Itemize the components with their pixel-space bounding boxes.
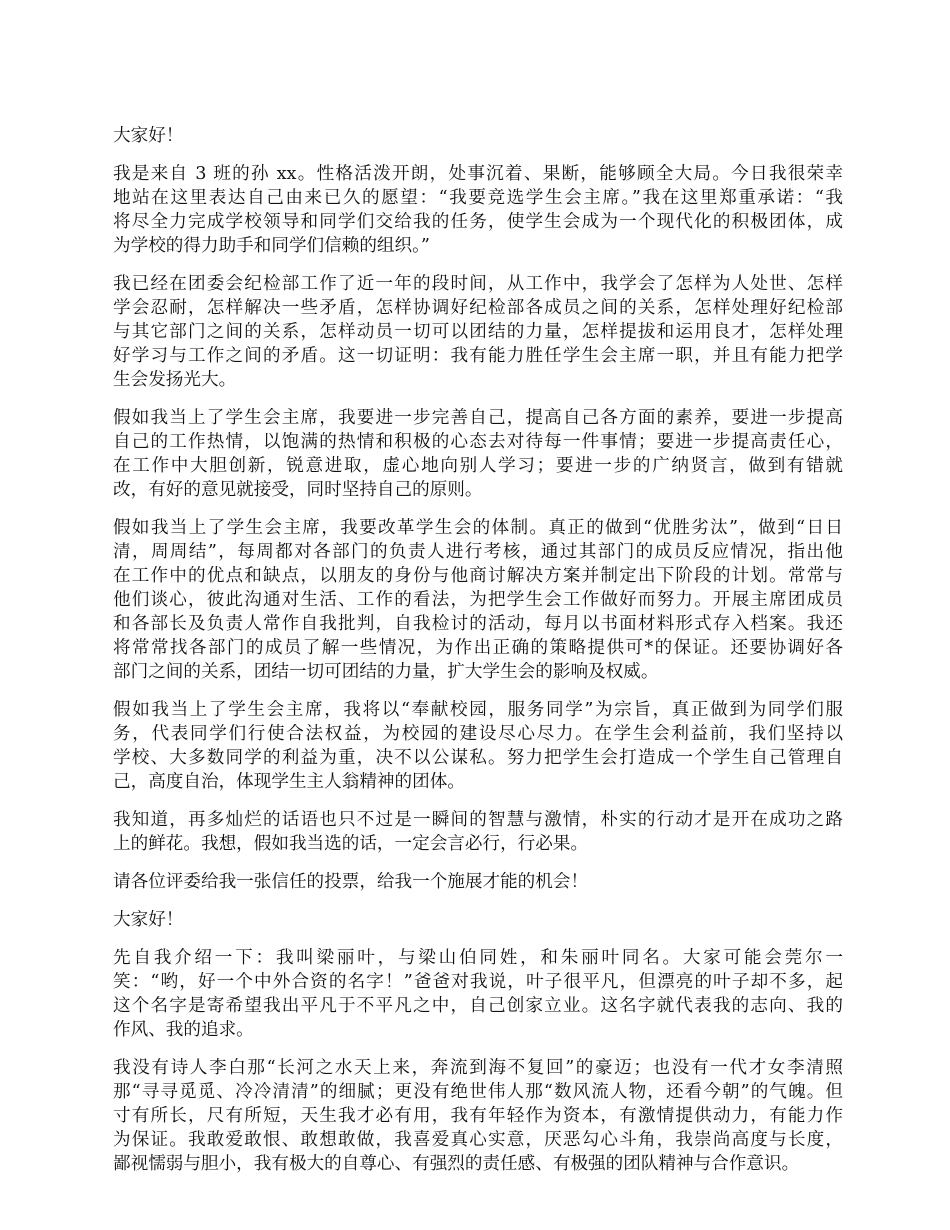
- text-line: 在工作中大胆创新，锐意进取，虚心地向别人学习；要进一步的广纳贤言，做到有错就: [113, 456, 843, 476]
- paragraph: [113, 870, 843, 894]
- text-line: 上的鲜花。我想，假如我当选的话，一定会言必行，行必果。: [113, 834, 589, 854]
- paragraph: [113, 406, 843, 502]
- text-line: 在工作中的优点和缺点，以朋友的身份与他商讨解决方案并制定出下阶段的计划。常常与: [113, 566, 843, 586]
- text-line: 改，有好的意见就接受，同时坚持自己的原则。: [113, 480, 483, 500]
- paragraph: [113, 946, 843, 1042]
- text-line: 与其它部门之间的关系，怎样动员一切可以团结的力量，怎样提拔和运用良才，怎样处理: [113, 322, 843, 342]
- paragraph: [113, 808, 843, 856]
- text-line: 大家好！: [113, 126, 184, 146]
- text-line: 寸有所长，尺有所短，天生我才必有用，我有年轻作为资本，有激情提供动力，有能力作: [113, 1106, 843, 1126]
- text-line: 假如我当上了学生会主席，我要进一步完善自己，提高自己各方面的素养，要进一步提高: [113, 408, 843, 428]
- text-line: 笑：“哟，好一个中外合资的名字！”爸爸对我说，叶子很平凡，但漂亮的叶子却不多，起: [113, 972, 843, 992]
- text-line: 为学校的得力助手和同学们信赖的组织。”: [113, 236, 430, 256]
- text-line: 我没有诗人李白那“长河之水天上来，奔流到海不复回”的豪迈；也没有一代才女李清照: [113, 1058, 843, 1078]
- paragraph: [113, 272, 843, 392]
- text-line: 清，周周结”，每周都对各部门的负责人进行考核，通过其部门的成员反应情况，指出他: [113, 542, 843, 562]
- text-line: 那“寻寻觅觅、冷冷清清”的细腻；更没有绝世伟人那“数风流人物，还看今朝”的气魄。但: [113, 1082, 843, 1102]
- text-line: 和各部长及负责人常作自我批判，自我检讨的活动，每月以书面材料形式存入档案。我还: [113, 614, 843, 634]
- text-line: 先自我介绍一下：我叫梁丽叶，与梁山伯同姓，和朱丽叶同名。大家可能会莞尔一: [113, 948, 843, 968]
- paragraph: [113, 124, 843, 148]
- text-line: 将常常找各部门的成员了解一些情况，为作出正确的策略提供可*的保证。还要协调好各: [113, 638, 843, 658]
- paragraph: [113, 162, 843, 258]
- text-line: 假如我当上了学生会主席，我要改革学生会的体制。真正的做到“优胜劣汰”，做到“日日: [113, 518, 843, 538]
- text-line: 我是来自 3 班的孙 xx。性格活泼开朗，处事沉着、果断，能够顾全大局。今日我很荣幸: [113, 164, 843, 184]
- text-line: 将尽全力完成学校领导和同学们交给我的任务，使学生会成为一个现代化的积极团体，成: [113, 212, 843, 232]
- text-line: 我已经在团委会纪检部工作了近一年的段时间，从工作中，我学会了怎样为人处世、怎样: [113, 274, 843, 294]
- text-line: 我知道，再多灿烂的话语也只不过是一瞬间的智慧与激情，朴实的行动才是开在成功之路: [113, 810, 843, 830]
- text-line: 这个名字是寄希望我出平凡于不平凡之中，自己创家立业。这名字就代表我的志向、我的: [113, 996, 843, 1016]
- text-line: 地站在这里表达自己由来已久的愿望：“我要竞选学生会主席。”我在这里郑重承诺：“我: [113, 188, 843, 208]
- text-line: 己，高度自治，体现学生主人翁精神的团体。: [113, 772, 465, 792]
- text-line: 鄙视懦弱与胆小，我有极大的自尊心、有强烈的责任感、有极强的团队精神与合作意识。: [113, 1154, 800, 1174]
- text-line: 务，代表同学们行使合法权益，为校园的建设尽心尽力。在学生会利益前，我们坚持以: [113, 724, 843, 744]
- text-line: 请各位评委给我一张信任的投票，给我一个施展才能的机会！: [113, 872, 589, 892]
- text-line: 生会发扬光大。: [113, 370, 237, 390]
- document-body: [113, 124, 843, 1190]
- text-line: 部门之间的关系，团结一切可团结的力量，扩大学生会的影响及权威。: [113, 662, 659, 682]
- text-line: 为保证。我敢爱敢恨、敢想敢做，我喜爱真心实意，厌恶勾心斗角，我崇尚高度与长度，: [113, 1130, 843, 1150]
- text-line: 学会忍耐，怎样解决一些矛盾，怎样协调好纪检部各成员之间的关系，怎样处理好纪检部: [113, 298, 843, 318]
- text-line: 自己的工作热情，以饱满的热情和积极的心态去对待每一件事情；要进一步提高责任心，: [113, 432, 843, 452]
- text-line: 大家好！: [113, 910, 184, 930]
- paragraph: [113, 908, 843, 932]
- text-line: 作风、我的追求。: [113, 1020, 254, 1040]
- text-line: 假如我当上了学生会主席，我将以“奉献校园，服务同学”为宗旨，真正做到为同学们服: [113, 700, 843, 720]
- paragraph: [113, 698, 843, 794]
- paragraph: [113, 1056, 843, 1176]
- text-line: 他们谈心，彼此沟通对生活、工作的看法，为把学生会工作做好而努力。开展主席团成员: [113, 590, 843, 610]
- text-line: 好学习与工作之间的矛盾。这一切证明：我有能力胜任学生会主席一职，并且有能力把学: [113, 346, 843, 366]
- paragraph: [113, 516, 843, 684]
- text-line: 学校、大多数同学的利益为重，决不以公谋私。努力把学生会打造成一个学生自己管理自: [113, 748, 843, 768]
